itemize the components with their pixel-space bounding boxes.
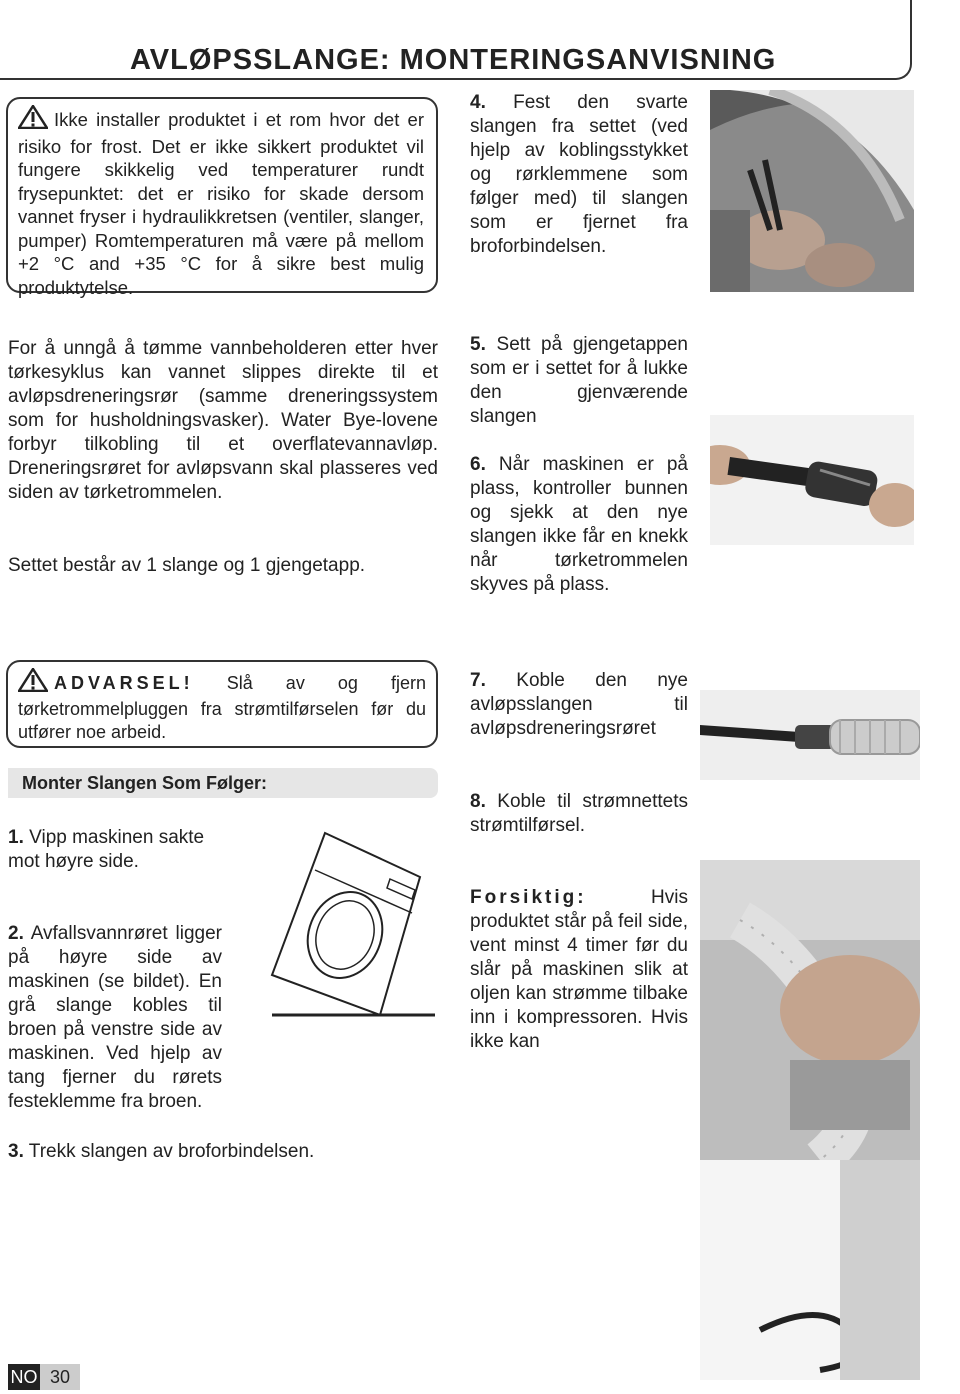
step-5 — [470, 333, 688, 429]
step-text: Avfallsvannrøret ligger på høyre side av maskinen (se bildet). En grå slange kobles til broen på venstre side av maskinen. Ved hjelp av tang fjerner du rørets festeklemme fra broen. — [8, 923, 222, 1112]
step-number: 3. — [8, 1141, 24, 1162]
step-text: Sett på gjengetappen som er i settet for å lukke den gjenværende slangen — [470, 334, 688, 427]
caution-note — [470, 886, 688, 1054]
section-header — [8, 768, 438, 798]
dryer-illustration — [240, 815, 440, 1025]
warning-icon — [18, 105, 48, 135]
advarsel-label: ADVARSEL! — [54, 673, 194, 693]
photo-hose-connection — [710, 415, 914, 545]
caution-label: Forsiktig: — [470, 887, 587, 908]
page-title: AVLØPSSLANGE: MONTERINGSANVISNING — [130, 44, 777, 76]
page-number-tag — [8, 1364, 80, 1390]
step-number: 5. — [470, 334, 486, 355]
step-7 — [470, 669, 688, 741]
step-text: Fest den svarte slangen fra settet (ved hjelp av koblingsstykket og rørklemmene som følger med) til slangen som er fjernet fra broforbindelsen. — [470, 92, 688, 257]
step-number: 4. — [470, 92, 486, 113]
step-number: 1. — [8, 827, 24, 848]
photo-drain-pipe — [700, 690, 920, 780]
advarsel-text: Slå av og fjern tørketrommelpluggen fra strømtilførselen før du utfører noe arbeid. — [18, 673, 426, 742]
frost-warning-text: Ikke installer produktet i et rom hvor det er risiko for frost. Det er ikke sikkert produktet vil fungere skikkelig ved temperaturer rundt frysepunktet: det er risiko for skade dersom vannet fryser i hydraulikkretsen (ventiler, slanger, pumper) Romtemperaturen må være på mellom +2 °C and +35 °C for å sikre best mulig produktytelse. — [18, 109, 424, 298]
step-8 — [470, 790, 688, 838]
section-title: Monter Slangen Som Følger: — [22, 773, 268, 793]
frost-warning-box — [6, 97, 438, 298]
caution-text: Hvis produktet står på feil side, vent minst 4 timer før du slår på maskinen slik at oljen kan strømme tilbake inn i kompressoren. Hvis ikke kan — [470, 887, 688, 1052]
frost-warning-text-wrap — [18, 105, 424, 299]
step-text: Vipp maskinen sakte mot høyre side. — [8, 827, 205, 872]
step-2 — [8, 922, 222, 1114]
step-text: Når maskinen er på plass, kontroller bunnen og sjekk at den nye slangen ikke får en knekk når tørketrommelen skyves på plass. — [470, 454, 688, 595]
advarsel-box — [6, 660, 438, 748]
warning-icon — [18, 668, 48, 698]
page-number: 30 — [40, 1364, 80, 1390]
step-text: Koble den nye avløpsslangen til avløpsdreneringsrøret — [470, 670, 688, 739]
step-6 — [470, 453, 688, 597]
kit-contents: Settet består av 1 slange og 1 gjengetapp. — [8, 555, 366, 576]
step-number: 7. — [470, 670, 486, 691]
intro-paragraph: For å unngå å tømme vannbeholderen etter hver tørkesyklus kan vannet slippes direkte til et avløpsdreneringsrør (samme dreneringssystem som for husholdningsvasker). Water Bye-lovene forbyr tilkobling til et overflatevannavløp. Dreneringsrøret for avløpsvann skal plasseres ved siden av tørketrommelen. — [8, 338, 438, 503]
step-number: 8. — [470, 791, 486, 812]
step-text: Koble til strømnettets strømtilførsel. — [470, 791, 689, 836]
step-number: 6. — [470, 454, 486, 475]
step-number: 2. — [8, 923, 24, 944]
step-4 — [470, 91, 688, 259]
step-text: Trekk slangen av broforbindelsen. — [28, 1141, 315, 1162]
step-3 — [8, 1140, 438, 1164]
photo-dryer-hose — [700, 860, 920, 1380]
step-1 — [8, 826, 228, 874]
advarsel-text-wrap — [18, 668, 426, 744]
photo-clamp-removal — [710, 90, 914, 292]
language-code: NO — [8, 1364, 40, 1390]
